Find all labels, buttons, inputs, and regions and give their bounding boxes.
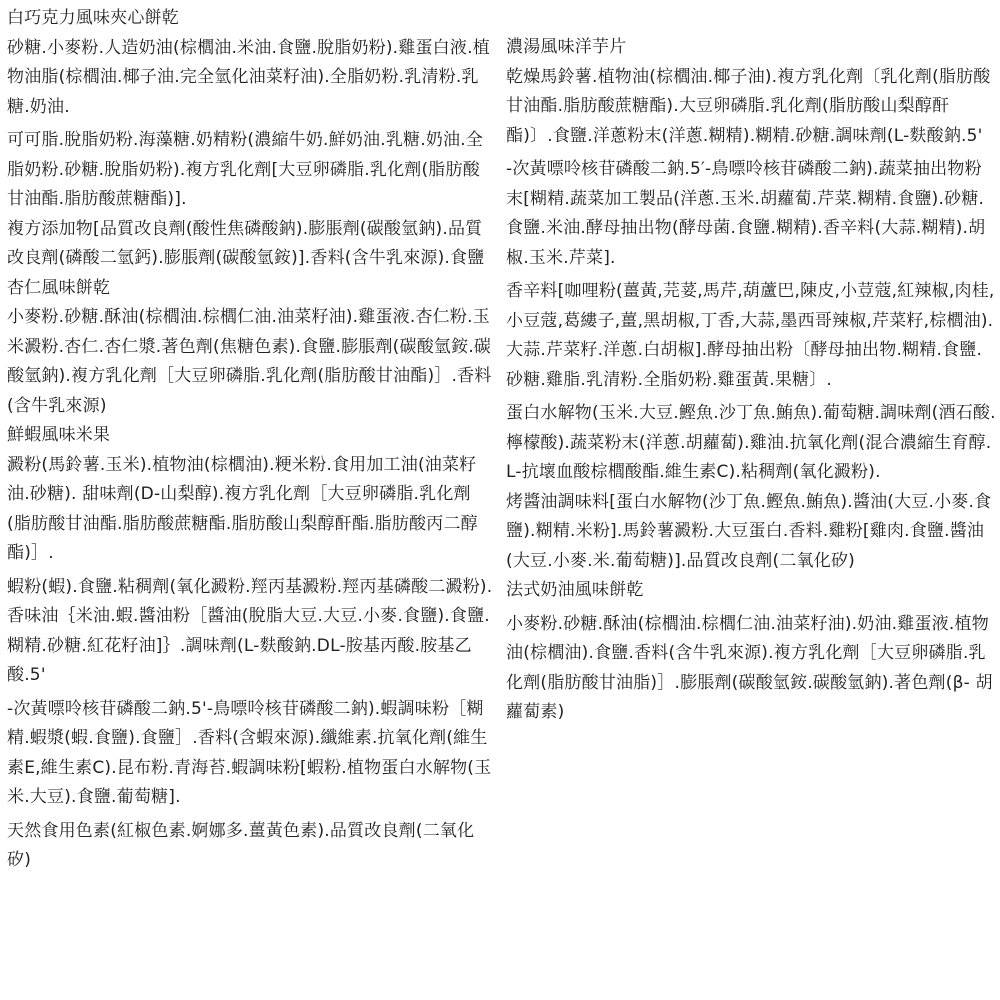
paragraph-shrimp-seasoning: 蝦粉(蝦).食鹽.粘稠劑(氧化澱粉.羥丙基澱粉.羥丙基磷酸二澱粉).香味油｛米油.蝦.醬油粉［醬油(脫脂大豆.大豆.小麥.食鹽).食鹽.糊精.砂糖.紅花籽油]｝.調味劑(L-麩酸鈉.DL-胺基丙酸.胺基乙酸.5' — [7, 576, 493, 685]
heading-soup-potato-chips: 濃湯風味洋芋片 — [506, 37, 627, 57]
paragraph-white-chocolate-filling: 可可脂.脫脂奶粉.海藻糖.奶精粉(濃縮牛奶.鮮奶油.乳糖.奶油.全脂奶粉.砂糖.脫脂奶粉).複方乳化劑[大豆卵磷脂.乳化劑(脂肪酸甘油酯.脂肪酸蔗糖酯)]. — [7, 130, 484, 209]
paragraph-potato-vegetable: -次黃嘌呤核苷磷酸二鈉.5′-鳥嘌呤核苷磷酸二鈉).蔬菜抽出物粉末[糊精.蔬菜加工製品(洋蔥.玉米.胡蘿蔔.芹菜.糊精.食鹽).砂糖.食鹽.米油.酵母抽出物(酵母菌.食鹽.糊精).香辛料(大蒜.糊精).胡椒.玉米.芹菜]. — [506, 159, 986, 268]
paragraph-white-chocolate-base: 砂糖.小麥粉.人造奶油(棕櫚油.米油.食鹽.脫脂奶粉).雞蛋白液.植物油脂(棕櫚油.椰子油.完全氫化油菜籽油).全脂奶粉.乳清粉.乳糖.奶油. — [7, 37, 490, 117]
paragraph-butter-cookie: 小麥粉.砂糖.酥油(棕櫚油.棕櫚仁油.油菜籽油).奶油.雞蛋液.植物油(棕櫚油).食鹽.香料(含牛乳來源).複方乳化劑［大豆卵磷脂.乳化劑(脂肪酸甘油脂)］.膨脹劑(碳酸氫銨.碳酸氫鈉).著色劑(β- 胡蘿蔔素) — [506, 613, 993, 722]
paragraph-potato-base: 乾燥馬鈴薯.植物油(棕櫚油.椰子油).複方乳化劑〔乳化劑(脂肪酸甘油酯.脂肪酸蔗糖酯).大豆卵磷脂.乳化劑(脂肪酸山梨醇酐酯)〕.食鹽.洋蔥粉末(洋蔥.糊精).糊精.砂糖.調味劑(L-麩酸鈉.5' — [506, 66, 991, 146]
heading-white-chocolate-sandwich-cookie: 白巧克力風味夾心餅乾 — [7, 8, 179, 28]
paragraph-potato-protein: 蛋白水解物(玉米.大豆.鰹魚.沙丁魚.鮪魚).葡萄糖.調味劑(酒石酸.檸檬酸).蔬菜粉末(洋蔥.胡蘿蔔).雞油.抗氧化劑(混合濃縮生育醇. L-抗壞血酸棕櫚酸酯.維生素C).粘稠劑(氧化澱粉). — [506, 403, 996, 482]
paragraph-shrimp-base: 澱粉(馬鈴薯.玉米).植物油(棕櫚油).粳米粉.食用加工油(油菜籽油.砂糖). 甜味劑(D-山梨醇).複方乳化劑［大豆卵磷脂.乳化劑(脂肪酸甘油酯.脂肪酸蔗糖酯.脂肪酸山梨醇酐酯.脂肪酸丙二醇酯)］. — [7, 454, 478, 563]
heading-french-butter-cookie: 法式奶油風味餅乾 — [506, 580, 644, 600]
paragraph-potato-soy-sauce: 烤醬油調味料[蛋白水解物(沙丁魚.鰹魚.鮪魚).醬油(大豆.小麥.食鹽).糊精.米粉].馬鈴薯澱粉.大豆蛋白.香料.雞粉[雞肉.食鹽.醬油(大豆.小麥.米.葡萄糖)].品質改良劑(二氧化矽) — [506, 491, 992, 571]
paragraph-shrimp-flavor: -次黃嘌呤核苷磷酸二鈉.5'-鳥嘌呤核苷磷酸二鈉).蝦調味粉［糊精.蝦漿(蝦.食鹽).食鹽］.香料(含蝦來源).纖維素.抗氧化劑(維生素E,維生素C).昆布粉.青海苔.蝦調味粉[蝦粉.植物蛋白水解物(玉米.大豆).食鹽.葡萄糖]. — [7, 698, 492, 807]
heading-almond-cookie: 杏仁風味餅乾 — [7, 277, 111, 298]
right-column — [506, 33, 996, 728]
paragraph-white-chocolate-additives: 複方添加物[品質改良劑(酸性焦磷酸鈉).膨脹劑(碳酸氫鈉).品質改良劑(磷酸二氫鈣).膨脹劑(碳酸氫銨)].香料(含牛乳來源).食鹽 — [7, 218, 485, 268]
left-column — [7, 4, 493, 876]
paragraph-potato-spices: 香辛料[咖哩粉(薑黃,芫荽,馬芹,葫蘆巴,陳皮,小荳蔻,紅辣椒,肉桂,小豆蔻,葛縷子,薑,黑胡椒,丁香,大蒜,墨西哥辣椒,芹菜籽,棕櫚油).大蒜.芹菜籽.洋蔥.白胡椒].酵母抽出粉〔酵母抽出物.糊精.食鹽.砂糖.雞脂.乳清粉.全脂奶粉.雞蛋黃.果糖〕. — [506, 281, 995, 390]
paragraph-shrimp-color: 天然食用色素(紅椒色素.婀娜多.薑黃色素).品質改良劑(二氧化矽) — [7, 820, 475, 870]
paragraph-almond-cookie: 小麥粉.砂糖.酥油(棕櫚油.棕櫚仁油.油菜籽油).雞蛋液.杏仁粉.玉米澱粉.杏仁.杏仁漿.著色劑(焦糖色素).食鹽.膨脹劑(碳酸氫銨.碳酸氫鈉).複方乳化劑［大豆卵磷脂.乳化劑(脂肪酸甘油酯)］.香料(含牛乳來源) — [7, 307, 492, 416]
heading-shrimp-rice-cracker: 鮮蝦風味米果 — [7, 425, 111, 445]
